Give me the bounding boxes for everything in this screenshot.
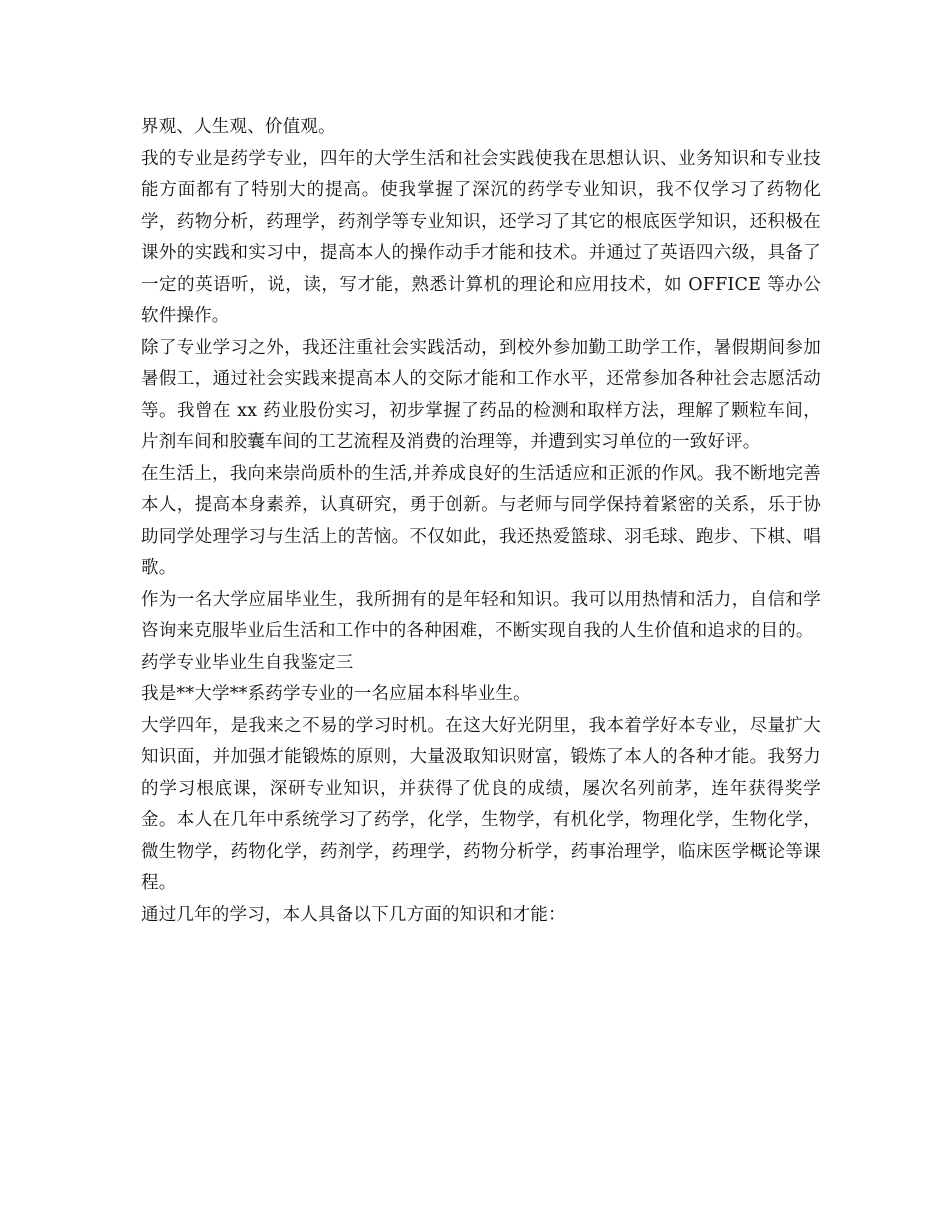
paragraph-self-introduction: 我是**大学**系药学专业的一名应届本科毕业生。	[141, 684, 531, 704]
paragraph-life-style: 在生活上，我向来崇尚质朴的生活,并养成良好的生活适应和正派的作风。我不断地完善本人，提高本身素养，认真研究，勇于创新。与老师与同学保持着紧密的关系，乐于协助同学处理学习与生活上的苦恼。不仅如此，我还热爱篮球、羽毛球、跑步、下棋、唱歌。	[141, 463, 821, 578]
paragraph-major-study: 我的专业是药学专业，四年的大学生活和社会实践使我在思想认识、业务知识和专业技能方面都有了特别大的提高。使我掌握了深沉的药学专业知识，我不仅学习了药物化学，药物分析，药理学，药剂学等专业知识，还学习了其它的根底医学知识，还积极在课外的实践和实习中，提高本人的操作动手才能和技术。并通过了英语四六级，具备了一定的英语听，说，读，写才能，熟悉计算机的理论和应用技术，如 OFFICE 等办公软件操作。	[141, 148, 821, 326]
paragraph-university-years: 大学四年，是我来之不易的学习时机。在这大好光阴里，我本着学好本专业，尽量扩大知识面，并加强才能锻炼的原则，大量汲取知识财富，锻炼了本人的各种才能。我努力的学习根底课，深研专业知识，并获得了优良的成绩，屡次名列前茅，连年获得奖学金。本人在几年中系统学习了药学，化学，生物学，有机化学，物理化学，生物化学，微生物学，药物化学，药剂学，药理学，药物分析学，药事治理学，临床医学概论等课程。	[141, 715, 821, 893]
paragraph-social-practice: 除了专业学习之外，我还注重社会实践活动，到校外参加勤工助学工作，暑假期间参加暑假工，通过社会实践来提高本人的交际才能和工作水平，还常参加各种社会志愿活动等。我曾在 xx 药业股份实习，初步掌握了药品的检测和取样方法，理解了颗粒车间，片剂车间和胶囊车间的工艺流程及消费的治理等，并遭到实习单位的一致好评。	[141, 337, 821, 452]
section-title-self-evaluation-three: 药学专业毕业生自我鉴定三	[141, 652, 354, 673]
paragraph-worldview-ending: 界观、人生观、价值观。	[141, 117, 336, 137]
paragraph-graduate-outlook: 作为一名大学应届毕业生，我所拥有的是年轻和知识。我可以用热情和活力，自信和学咨询来克服毕业后生活和工作中的各种困难，不断实现自我的人生价值和追求的目的。	[141, 589, 821, 641]
paragraph-knowledge-abilities-intro: 通过几年的学习，本人具备以下几方面的知识和才能：	[141, 904, 566, 925]
document-body	[141, 112, 821, 931]
